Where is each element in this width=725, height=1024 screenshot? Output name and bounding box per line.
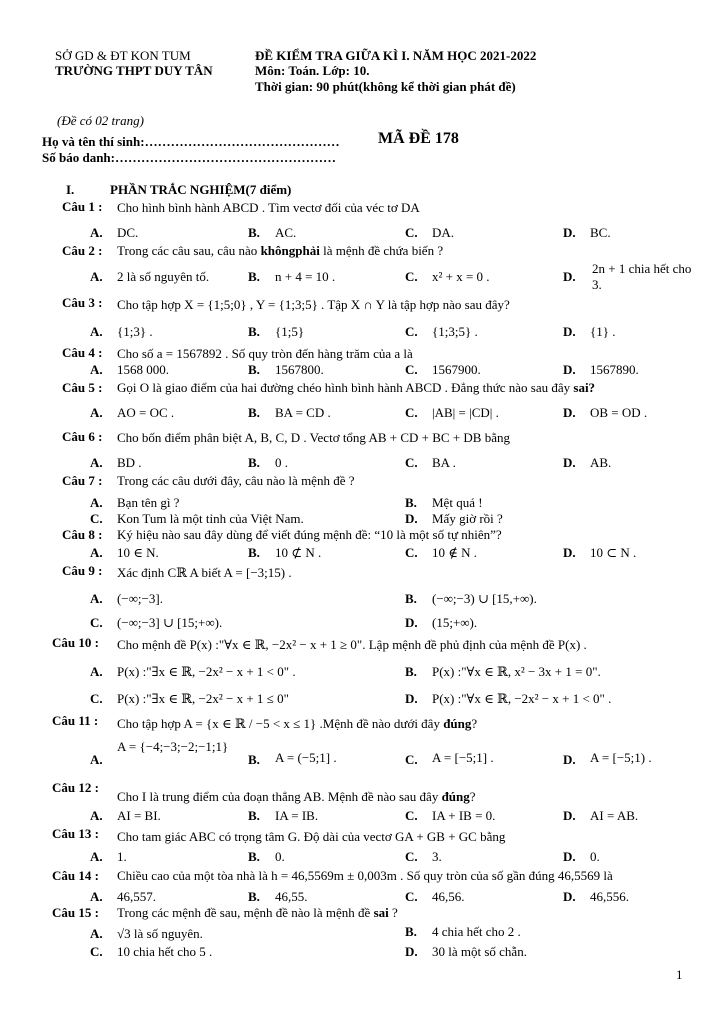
option-letter: B. — [405, 664, 417, 679]
question-label: Câu 2 : — [62, 243, 103, 258]
option-letter: A. — [90, 495, 103, 510]
option-b: n + 4 = 10 . — [275, 269, 336, 284]
question-label: Câu 10 : — [52, 635, 99, 650]
question-stem: Chiều cao của một tòa nhà là h = 46,5569m ± 0,003m . Số quy tròn của số gần đúng 46,5569 là — [117, 868, 613, 883]
option-c: 1567900. — [432, 362, 481, 377]
option-letter: A. — [90, 362, 103, 377]
option-a: 2 là số nguyên tố. — [117, 269, 210, 284]
option-letter: C. — [405, 752, 418, 767]
option-c: BA . — [432, 455, 456, 470]
question-stem: Trong các câu sau, câu nào khôngphải là mệnh đề chứa biến ? — [117, 243, 444, 258]
option-d: 0. — [590, 849, 600, 864]
department-name: SỞ GD & ĐT KON TUM — [55, 48, 191, 63]
option-d-line2: 3. — [592, 277, 602, 292]
option-a: P(x) :"∃x ∈ ℝ, −2x² − x + 1 < 0" . — [117, 664, 296, 679]
question-label: Câu 7 : — [62, 473, 103, 488]
option-letter: B. — [248, 752, 260, 767]
pages-note: (Đề có 02 trang) — [57, 113, 145, 128]
option-b: 0 . — [275, 455, 288, 470]
option-letter: C. — [405, 849, 418, 864]
option-b: (−∞;−3) ∪ [15,+∞). — [432, 591, 537, 606]
option-letter: A. — [90, 889, 103, 904]
option-letter: A. — [90, 849, 103, 864]
option-letter: D. — [405, 511, 418, 526]
option-d: P(x) :"∀x ∈ ℝ, −2x² − x + 1 < 0" . — [432, 691, 612, 706]
question-label: Câu 6 : — [62, 429, 103, 444]
option-letter: B. — [248, 324, 260, 339]
option-d: {1} . — [590, 324, 616, 339]
section-title: PHẦN TRẮC NGHIỆM(7 điểm) — [110, 182, 292, 197]
candidate-name-line: Họ và tên thí sinh:……………………………………… — [42, 134, 340, 149]
option-b: IA = IB. — [275, 808, 319, 823]
option-letter: C. — [90, 944, 103, 959]
option-letter: A. — [90, 455, 103, 470]
question-stem: Trong các mệnh đề sau, mệnh đề nào là mệnh đề sai ? — [117, 905, 398, 920]
option-a: 46,557. — [117, 889, 156, 904]
option-c: |AB| = |CD| . — [432, 405, 499, 420]
option-letter: A. — [90, 752, 103, 767]
option-letter: C. — [90, 615, 103, 630]
option-d: 10 ⊂ N . — [590, 545, 637, 560]
question-stem: Cho I là trung điểm của đoạn thẳng AB. Mệnh đề nào sau đây đúng? — [117, 789, 476, 804]
candidate-id-line: Số báo danh:…………………………………………… — [42, 150, 336, 165]
option-letter: D. — [563, 752, 576, 767]
question-label: Câu 9 : — [62, 563, 103, 578]
option-letter: A. — [90, 808, 103, 823]
option-d: 30 là một số chẵn. — [432, 944, 527, 959]
section-number: I. — [66, 182, 75, 197]
question-label: Câu 11 : — [52, 713, 99, 728]
option-b: 4 chia hết cho 2 . — [432, 924, 521, 939]
option-letter: C. — [405, 889, 418, 904]
option-b: 10 ⊄ N . — [275, 545, 322, 560]
option-d-line1: 2n + 1 chia hết cho — [592, 261, 692, 276]
option-c: {1;3;5} . — [432, 324, 478, 339]
option-c: 3. — [432, 849, 442, 864]
option-letter: C. — [405, 808, 418, 823]
option-d: OB = OD . — [590, 405, 648, 420]
option-letter: A. — [90, 591, 103, 606]
option-d: AB. — [590, 455, 612, 470]
question-label: Câu 1 : — [62, 199, 103, 214]
option-b: 1567800. — [275, 362, 324, 377]
option-letter: C. — [90, 511, 103, 526]
exam-title: ĐỀ KIỂM TRA GIỮA KÌ I. NĂM HỌC 2021-2022 — [255, 48, 537, 63]
question-stem: Cho tam giác ABC có trọng tâm G. Độ dài của vectơ GA + GB + GC bằng — [117, 829, 506, 844]
option-letter: D. — [563, 455, 576, 470]
option-a: (−∞;−3]. — [117, 591, 163, 606]
option-letter: A. — [90, 545, 103, 560]
option-c: 10 chia hết cho 5 . — [117, 944, 213, 959]
question-label: Câu 14 : — [52, 868, 99, 883]
option-a: 1568 000. — [117, 362, 169, 377]
option-a: AI = BI. — [117, 808, 161, 823]
option-b: {1;5} — [275, 324, 305, 339]
option-letter: A. — [90, 225, 103, 240]
option-letter: C. — [405, 405, 418, 420]
option-c: IA + IB = 0. — [432, 808, 496, 823]
option-letter: D. — [563, 808, 576, 823]
option-letter: B. — [405, 924, 417, 939]
option-a: √3 là số nguyên. — [117, 926, 203, 941]
exam-time: Thời gian: 90 phút(không kể thời gian phát đề) — [255, 79, 516, 94]
question-label: Câu 5 : — [62, 380, 103, 395]
option-b: 0. — [275, 849, 285, 864]
option-letter: A. — [90, 926, 103, 941]
question-stem: Cho tập hợp A = {x ∈ ℝ / −5 < x ≤ 1} .Mệnh đề nào dưới đây đúng? — [117, 716, 478, 731]
option-letter: C. — [405, 362, 418, 377]
question-stem: Cho số a = 1567892 . Số quy tròn đến hàng trăm của a là — [117, 346, 413, 361]
option-letter: C. — [405, 545, 418, 560]
option-a: {1;3} . — [117, 324, 153, 339]
option-letter: D. — [563, 269, 576, 284]
option-c: A = [−5;1] . — [432, 750, 494, 765]
option-c: DA. — [432, 225, 455, 240]
option-b: A = (−5;1] . — [275, 750, 337, 765]
option-letter: B. — [405, 591, 417, 606]
option-letter: B. — [248, 362, 260, 377]
option-d: (15;+∞). — [432, 615, 478, 630]
option-a: DC. — [117, 225, 139, 240]
question-stem: Cho bốn điểm phân biệt A, B, C, D . Vectơ tổng AB + CD + BC + DB bằng — [117, 430, 510, 445]
option-b: AC. — [275, 225, 297, 240]
question-label: Câu 13 : — [52, 826, 99, 841]
option-letter: B. — [248, 225, 260, 240]
question-stem: Cho tập hợp X = {1;5;0} , Y = {1;3;5} . Tập X ∩ Y là tập hợp nào sau đây? — [117, 297, 510, 312]
option-letter: C. — [405, 269, 418, 284]
option-c: Kon Tum là một tỉnh của Việt Nam. — [117, 511, 304, 526]
page-number: 1 — [676, 967, 683, 982]
option-letter: D. — [563, 362, 576, 377]
option-letter: B. — [248, 455, 260, 470]
option-letter: D. — [405, 691, 418, 706]
option-letter: D. — [563, 545, 576, 560]
exam-code: MÃ ĐỀ 178 — [378, 130, 459, 147]
option-letter: D. — [563, 225, 576, 240]
option-a: Bạn tên gì ? — [117, 495, 180, 510]
question-stem: Trong các câu dưới đây, câu nào là mệnh đề ? — [117, 473, 355, 488]
option-d: A = [−5;1) . — [590, 750, 652, 765]
option-letter: A. — [90, 324, 103, 339]
option-letter: C. — [405, 324, 418, 339]
option-a: 1. — [117, 849, 127, 864]
option-c: 46,56. — [432, 889, 465, 904]
option-letter: B. — [248, 808, 260, 823]
option-d: BC. — [590, 225, 611, 240]
question-label: Câu 3 : — [62, 295, 103, 310]
option-letter: C. — [405, 455, 418, 470]
question-label: Câu 12 : — [52, 780, 99, 795]
question-stem: Cho hình bình hành ABCD . Tìm vectơ đối của véc tơ DA — [117, 200, 420, 215]
option-letter: B. — [248, 849, 260, 864]
option-d: AI = AB. — [590, 808, 639, 823]
exam-subject: Môn: Toán. Lớp: 10. — [255, 63, 370, 78]
option-letter: B. — [248, 269, 260, 284]
option-letter: B. — [405, 495, 417, 510]
option-b: P(x) :"∀x ∈ ℝ, x² − 3x + 1 = 0". — [432, 664, 601, 679]
option-c: x² + x = 0 . — [432, 269, 490, 284]
option-letter: A. — [90, 664, 103, 679]
option-letter: D. — [405, 944, 418, 959]
option-c: (−∞;−3] ∪ [15;+∞). — [117, 615, 223, 630]
option-c: 10 ∉ N . — [432, 545, 478, 560]
option-a: AO = OC . — [117, 405, 175, 420]
option-letter: D. — [563, 889, 576, 904]
option-a: 10 ∈ N. — [117, 545, 159, 560]
option-letter: B. — [248, 405, 260, 420]
option-d: 1567890. — [590, 362, 639, 377]
school-name: TRƯỜNG THPT DUY TÂN — [55, 63, 213, 78]
option-letter: D. — [563, 405, 576, 420]
option-letter: C. — [405, 225, 418, 240]
option-letter: B. — [248, 545, 260, 560]
question-stem: Ký hiệu nào sau đây dùng để viết đúng mệnh đề: “10 là một số tự nhiên”? — [117, 527, 502, 542]
option-letter: D. — [563, 849, 576, 864]
option-letter: D. — [563, 324, 576, 339]
question-stem: Cho mệnh đề P(x) :"∀x ∈ ℝ, −2x² − x + 1 ≥ 0". Lập mệnh đề phủ định của mệnh đề P(x) . — [117, 637, 587, 652]
option-a: BD . — [117, 455, 142, 470]
option-c: P(x) :"∃x ∈ ℝ, −2x² − x + 1 ≤ 0" — [117, 691, 289, 706]
option-d: Mấy giờ rồi ? — [432, 511, 503, 526]
option-letter: C. — [90, 691, 103, 706]
question-label: Câu 15 : — [52, 905, 99, 920]
option-letter: B. — [248, 889, 260, 904]
question-stem: Gọi O là giao điểm của hai đường chéo hình bình hành ABCD . Đẳng thức nào sau đây sai? — [117, 380, 596, 395]
option-letter: A. — [90, 405, 103, 420]
option-b: Mệt quá ! — [432, 495, 483, 510]
option-d: 46,556. — [590, 889, 629, 904]
option-b: 46,55. — [275, 889, 308, 904]
question-label: Câu 8 : — [62, 527, 103, 542]
option-b: BA = CD . — [275, 405, 331, 420]
question-stem: Xác định Cℝ A biết A = [−3;15) . — [117, 565, 292, 580]
question-label: Câu 4 : — [62, 345, 103, 360]
option-letter: A. — [90, 269, 103, 284]
option-letter: D. — [405, 615, 418, 630]
option-a: A = {−4;−3;−2;−1;1} — [117, 739, 229, 754]
